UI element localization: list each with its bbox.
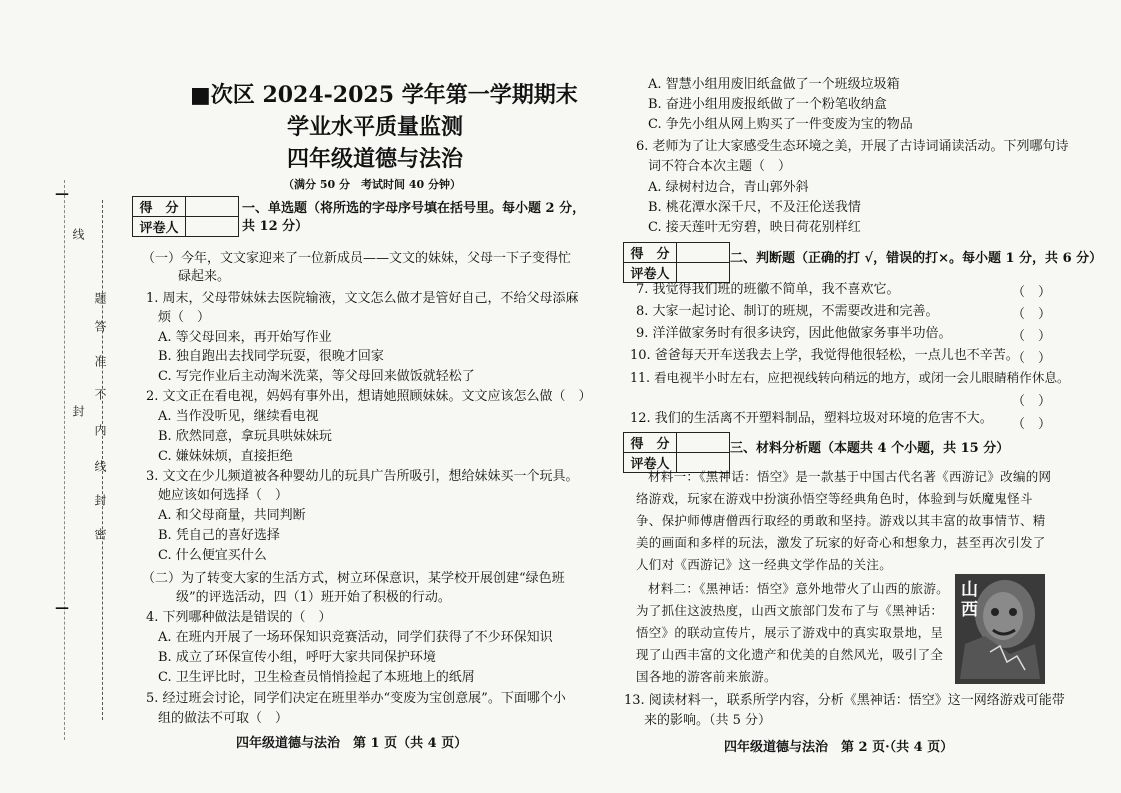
option-1a[interactable]: A. 等父母回来，再开始写作业 bbox=[158, 330, 332, 345]
score-blank[interactable] bbox=[677, 243, 730, 263]
option-2a[interactable]: A. 当作没听见，继续看电视 bbox=[158, 409, 319, 424]
material1-line: 争、保护师傅唐僧西行取经的勇敢和坚持。游戏以其丰富的故事情节、精 bbox=[636, 513, 1046, 528]
option-6b[interactable]: B. 桃花潭水深千尺，不及汪伦送我情 bbox=[648, 200, 861, 215]
section1-heading-cont: 共 12 分） bbox=[242, 219, 309, 234]
material1-line: 材料一：《黑神话：悟空》是一款基于中国古代名著《西游记》改编的网 bbox=[648, 469, 1052, 484]
group2-intro: （二）为了转变大家的生活方式，树立环保意识，某学校开展创建“绿色班 bbox=[142, 571, 565, 586]
score-label: 得 分 bbox=[133, 197, 186, 217]
option-3a[interactable]: A. 和父母商量，共同判断 bbox=[158, 508, 306, 523]
judge-item-9: 9. 洋洋做家务时有很多诀窍，因此他做家务事半功倍。 bbox=[636, 326, 952, 341]
question-1-cont: 烦（ ） bbox=[158, 310, 211, 325]
option-1c[interactable]: C. 写完作业后主动淘米洗菜，等父母回来做饭就轻松了 bbox=[158, 369, 475, 384]
material2-line: 国各地的游客前来旅游。 bbox=[636, 669, 777, 684]
grader-label: 评卷人 bbox=[624, 263, 677, 283]
group1-intro: （一）今年，文文家迎来了一位新成员——文文的妹妹，父母一下子变得忙 bbox=[142, 251, 572, 266]
grader-label: 评卷人 bbox=[133, 217, 186, 237]
question-13: 13. 阅读材料一，联系所学内容，分析《黑神话：悟空》这一网络游戏可能带 bbox=[624, 693, 1065, 708]
question-2: 2. 文文正在看电视，妈妈有事外出，想请她照顾妹妹。文文应该怎么做（ ） bbox=[146, 389, 592, 404]
option-3c[interactable]: C. 什么便宜买什么 bbox=[158, 548, 267, 563]
judge-item-7: 7. 我觉得我们班的班徽不简单，我不喜欢它。 bbox=[636, 282, 900, 297]
section3-heading: 三、材料分析题（本题共 4 个小题，共 15 分） bbox=[730, 441, 1010, 456]
question-3: 3. 文文在少儿频道被各种婴幼儿的玩具广告所吸引，想给妹妹买一个玩具。 bbox=[146, 469, 579, 484]
margin-label: 线 bbox=[71, 228, 85, 242]
material2-line: 材料二：《黑神话：悟空》意外地带火了山西的旅游。 bbox=[648, 581, 949, 596]
material2-line: 现了山西丰富的文化遗产和优美的自然风光，吸引了全 bbox=[636, 647, 944, 662]
margin-label: 内 bbox=[93, 424, 107, 438]
image-caption: 山西 bbox=[961, 580, 978, 620]
score-box-section2 bbox=[623, 242, 730, 283]
answer-paren-7[interactable]: （ ） bbox=[1012, 285, 1052, 300]
section2-heading: 二、判断题（正确的打 √，错误的打×。每小题 1 分，共 6 分） bbox=[730, 251, 1103, 266]
grader-label: 评卷人 bbox=[624, 453, 677, 473]
question-5-cont: 组的做法不可取（ ） bbox=[158, 711, 289, 726]
material1-line: 美的画面和多样的玩法，激发了玩家的好奇心和想象力，甚至再次引发了 bbox=[636, 535, 1046, 550]
margin-mark: — bbox=[55, 186, 69, 202]
answer-paren-8[interactable]: （ ） bbox=[1012, 307, 1052, 322]
option-1b[interactable]: B. 独自跑出去找同学玩耍，很晚才回家 bbox=[158, 349, 384, 364]
margin-label: 不 bbox=[93, 388, 107, 402]
score-box-section1 bbox=[132, 196, 239, 237]
binding-margin bbox=[0, 0, 120, 793]
score-label: 得 分 bbox=[624, 433, 677, 453]
score-blank[interactable] bbox=[186, 197, 239, 217]
exam-subtitle: （满分 50 分 考试时间 40 分钟） bbox=[283, 178, 461, 191]
margin-label: 线 bbox=[93, 460, 107, 474]
margin-label: 封 bbox=[93, 494, 107, 508]
answer-paren-12[interactable]: （ ） bbox=[1012, 417, 1052, 432]
material2-line: 为了抓住这波热度，山西文旅部门发布了与《黑神话： bbox=[636, 603, 944, 618]
margin-dashed-line-outer bbox=[64, 180, 65, 740]
option-4a[interactable]: A. 在班内开展了一场环保知识竞赛活动，同学们获得了不少环保知识 bbox=[158, 630, 553, 645]
material2-line: 悟空》的联动宣传片，展示了游戏中的真实取景地，呈 bbox=[636, 625, 944, 640]
answer-paren-11[interactable]: （ ） bbox=[1012, 394, 1052, 409]
option-2b[interactable]: B. 欣然同意，拿玩具哄妹妹玩 bbox=[158, 429, 332, 444]
score-label: 得 分 bbox=[624, 243, 677, 263]
margin-label: 密 bbox=[93, 528, 107, 542]
answer-paren-9[interactable]: （ ） bbox=[1012, 329, 1052, 344]
exam-title-line1: ■次区 2024-2025 学年第一学期期末 bbox=[190, 82, 578, 108]
judge-item-11: 11. 看电视半小时左右，应把视线转向稍远的地方，或闭一会儿眼睛稍作休息。 bbox=[630, 370, 1070, 385]
margin-label: 题 bbox=[93, 292, 107, 306]
exam-title-line2: 学业水平质量监测 bbox=[286, 114, 463, 140]
question-13-cont: 来的影响。（共 5 分） bbox=[644, 713, 772, 728]
grader-blank[interactable] bbox=[677, 263, 730, 283]
margin-mark: — bbox=[55, 600, 69, 616]
option-2c[interactable]: C. 嫌妹妹烦，直接拒绝 bbox=[158, 449, 293, 464]
question-6: 6. 老师为了让大家感受生态环境之美，开展了古诗词诵读活动。下列哪句诗 bbox=[636, 139, 1069, 154]
option-4c[interactable]: C. 卫生评比时，卫生检查员悄悄捡起了本班地上的纸屑 bbox=[158, 670, 475, 685]
judge-item-8: 8. 大家一起讨论、制订的班规，不需要改进和完善。 bbox=[636, 304, 939, 319]
judge-item-10: 10. 爸爸每天开车送我去上学，我觉得他很轻松，一点儿也不辛苦。 bbox=[630, 348, 1019, 363]
section1-heading: 一、单选题（将所选的字母序号填在括号里。每小题 2 分， bbox=[242, 201, 586, 216]
material1-line: 人们对《西游记》这一经典文学作品的关注。 bbox=[636, 557, 893, 572]
option-4b[interactable]: B. 成立了环保宣传小组，呼吁大家共同保护环境 bbox=[158, 650, 436, 665]
exam-title-line3: 四年级道德与法治 bbox=[286, 146, 463, 172]
grader-blank[interactable] bbox=[186, 217, 239, 237]
option-3b[interactable]: B. 凭自己的喜好选择 bbox=[158, 528, 280, 543]
score-blank[interactable] bbox=[677, 433, 730, 453]
score-box-section3 bbox=[623, 432, 730, 473]
black-myth-wukong-image bbox=[955, 574, 1045, 684]
option-5b[interactable]: B. 奋进小组用废报纸做了一个粉笔收纳盒 bbox=[648, 97, 887, 112]
margin-label: 封 bbox=[71, 405, 85, 419]
option-5a[interactable]: A. 智慧小组用废旧纸盒做了一个班级垃圾箱 bbox=[648, 77, 900, 92]
group2-intro-cont: 级”的评选活动，四（1）班开始了积极的行动。 bbox=[176, 590, 451, 605]
question-3-cont: 她应该如何选择（ ） bbox=[158, 488, 289, 503]
question-5: 5. 经过班会讨论，同学们决定在班里举办“变废为宝创意展”。下面哪个小 bbox=[146, 691, 566, 706]
page2-footer: 四年级道德与法治 第 2 页·（共 4 页） bbox=[724, 740, 954, 755]
question-6-cont: 词不符合本次主题（ ） bbox=[648, 159, 792, 174]
page1-footer: 四年级道德与法治 第 1 页（共 4 页） bbox=[236, 736, 468, 751]
option-6c[interactable]: C. 接天莲叶无穷碧，映日荷花别样红 bbox=[648, 220, 861, 235]
margin-label: 答 bbox=[93, 320, 107, 334]
option-5c[interactable]: C. 争先小组从网上购买了一件变废为宝的物品 bbox=[648, 117, 913, 132]
answer-paren-10[interactable]: （ ） bbox=[1012, 351, 1052, 366]
margin-label: 准 bbox=[93, 355, 107, 369]
judge-item-12: 12. 我们的生活离不开塑料制品，塑料垃圾对环境的危害不大。 bbox=[630, 411, 993, 426]
group1-intro-cont: 碌起来。 bbox=[178, 269, 231, 284]
material1-line: 络游戏，玩家在游戏中扮演孙悟空等经典角色时，体验到与妖魔鬼怪斗 bbox=[636, 491, 1033, 506]
question-1: 1. 周末，父母带妹妹去医院输液，文文怎么做才是管好自己，不给父母添麻 bbox=[146, 291, 579, 306]
option-6a[interactable]: A. 绿树村边合，青山郭外斜 bbox=[648, 180, 809, 195]
question-4: 4. 下列哪种做法是错误的（ ） bbox=[146, 610, 332, 625]
